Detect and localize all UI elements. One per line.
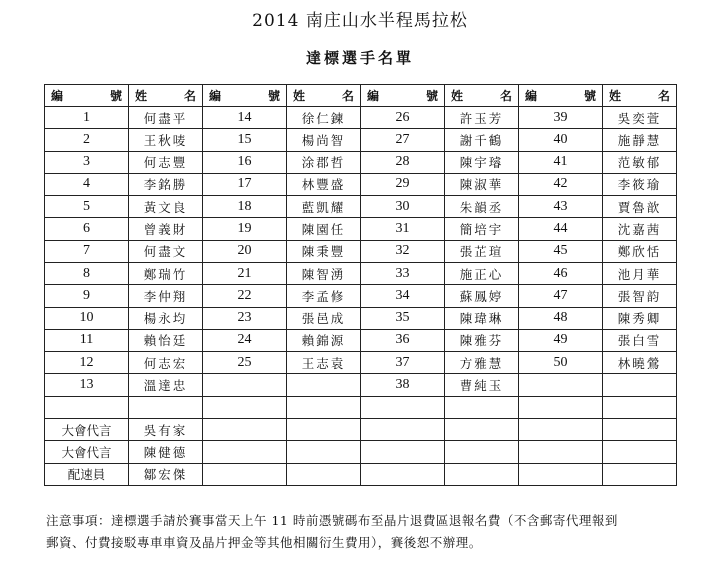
bib-number-cell: 大會代言 <box>45 441 129 463</box>
header-name-char-1: 姓 <box>451 89 464 103</box>
bib-number-cell: 21 <box>203 262 287 284</box>
bib-number-cell: 45 <box>519 240 603 262</box>
bib-number-cell: 48 <box>519 307 603 329</box>
bib-number-cell: 19 <box>203 218 287 240</box>
header-number-char-1: 編 <box>525 89 538 103</box>
runner-name-cell: 李仲翔 <box>129 285 203 307</box>
runner-name-cell: 何盡文 <box>129 240 203 262</box>
notice-text <box>46 510 680 554</box>
runner-name-cell: 王秋唛 <box>129 129 203 151</box>
table-row <box>45 218 677 240</box>
runner-name-cell: 張智韵 <box>603 285 677 307</box>
header-name-char-2: 名 <box>341 89 354 103</box>
qualified-runners-table <box>44 84 677 486</box>
bib-number-cell: 24 <box>203 329 287 351</box>
bib-number-cell <box>519 396 603 418</box>
table-row <box>45 396 677 418</box>
runner-name-cell: 陳智湧 <box>287 262 361 284</box>
runner-name-cell <box>287 418 361 440</box>
bib-number-cell: 10 <box>45 307 129 329</box>
table-row <box>45 151 677 173</box>
runner-name-cell: 陳瑋琳 <box>445 307 519 329</box>
runner-name-cell: 楊永均 <box>129 307 203 329</box>
table-header-row <box>45 85 677 107</box>
bib-number-cell <box>45 396 129 418</box>
table-row <box>45 240 677 262</box>
runner-name-cell: 沈嘉茜 <box>603 218 677 240</box>
runner-name-cell <box>129 396 203 418</box>
runner-name-cell: 陳秉豐 <box>287 240 361 262</box>
runner-name-cell: 何盡平 <box>129 107 203 129</box>
runner-name-cell <box>287 374 361 396</box>
header-number <box>45 85 129 107</box>
header-name <box>603 85 677 107</box>
header-name-char-1: 姓 <box>609 89 622 103</box>
bib-number-cell: 23 <box>203 307 287 329</box>
document-subtitle: 達標選手名單 <box>305 49 414 67</box>
bib-number-cell: 46 <box>519 262 603 284</box>
bib-number-cell: 49 <box>519 329 603 351</box>
bib-number-cell <box>361 441 445 463</box>
bib-number-cell: 36 <box>361 329 445 351</box>
bib-number-cell: 25 <box>203 352 287 374</box>
bib-number-cell <box>519 441 603 463</box>
bib-number-cell: 17 <box>203 173 287 195</box>
runner-name-cell: 陳宇璿 <box>445 151 519 173</box>
runner-name-cell: 涂郡哲 <box>287 151 361 173</box>
runner-name-cell <box>603 374 677 396</box>
runner-name-cell: 藍凱耀 <box>287 196 361 218</box>
bib-number-cell: 37 <box>361 352 445 374</box>
runner-name-cell: 朱韻丞 <box>445 196 519 218</box>
bib-number-cell <box>361 463 445 486</box>
header-number <box>203 85 287 107</box>
header-name-char-2: 名 <box>657 89 670 103</box>
table-row <box>45 262 677 284</box>
bib-number-cell <box>203 441 287 463</box>
runner-name-cell <box>287 396 361 418</box>
bib-number-cell: 41 <box>519 151 603 173</box>
runner-name-cell: 范敏郁 <box>603 151 677 173</box>
bib-number-cell: 9 <box>45 285 129 307</box>
runner-name-cell: 施靜慧 <box>603 129 677 151</box>
runner-name-cell: 陳雅芬 <box>445 329 519 351</box>
header-name-char-1: 姓 <box>293 89 306 103</box>
bib-number-cell: 32 <box>361 240 445 262</box>
bib-number-cell: 30 <box>361 196 445 218</box>
runner-name-cell: 施正心 <box>445 262 519 284</box>
bib-number-cell: 29 <box>361 173 445 195</box>
runner-name-cell: 楊尚智 <box>287 129 361 151</box>
bib-number-cell <box>203 396 287 418</box>
header-number-char-2: 號 <box>583 89 596 103</box>
runner-name-cell <box>603 396 677 418</box>
header-number-char-1: 編 <box>51 89 64 103</box>
header-name <box>287 85 361 107</box>
bib-number-cell <box>519 418 603 440</box>
bib-number-cell: 34 <box>361 285 445 307</box>
bib-number-cell: 16 <box>203 151 287 173</box>
bib-number-cell: 43 <box>519 196 603 218</box>
bib-number-cell: 12 <box>45 352 129 374</box>
bib-number-cell: 1 <box>45 107 129 129</box>
bib-number-cell: 26 <box>361 107 445 129</box>
bib-number-cell: 大會代言 <box>45 418 129 440</box>
header-number <box>361 85 445 107</box>
runner-name-cell <box>445 441 519 463</box>
header-number-char-2: 號 <box>425 89 438 103</box>
bib-number-cell: 39 <box>519 107 603 129</box>
runner-name-cell: 許玉芳 <box>445 107 519 129</box>
bib-number-cell: 33 <box>361 262 445 284</box>
runner-name-cell: 陳園任 <box>287 218 361 240</box>
runner-name-cell <box>603 418 677 440</box>
header-name-char-1: 姓 <box>135 89 148 103</box>
runner-name-cell: 黃文良 <box>129 196 203 218</box>
bib-number-cell <box>203 374 287 396</box>
bib-number-cell: 11 <box>45 329 129 351</box>
runner-name-cell: 王志袁 <box>287 352 361 374</box>
notice-line-1: 注意事項：達標選手請於賽事當天上午 11 時前憑號碼布至晶片退費區退報名費（不含郵寄代理報到 <box>46 513 618 528</box>
bib-number-cell: 3 <box>45 151 129 173</box>
header-number <box>519 85 603 107</box>
runner-name-cell: 蘇鳳婷 <box>445 285 519 307</box>
bib-number-cell <box>203 418 287 440</box>
bib-number-cell: 31 <box>361 218 445 240</box>
bib-number-cell: 27 <box>361 129 445 151</box>
bib-number-cell: 20 <box>203 240 287 262</box>
runner-name-cell: 鄭瑞竹 <box>129 262 203 284</box>
bib-number-cell: 18 <box>203 196 287 218</box>
runner-name-cell: 溫達忠 <box>129 374 203 396</box>
bib-number-cell: 4 <box>45 173 129 195</box>
runner-name-cell: 曹純玉 <box>445 374 519 396</box>
bib-number-cell: 14 <box>203 107 287 129</box>
runner-name-cell <box>287 441 361 463</box>
runner-name-cell <box>445 418 519 440</box>
bib-number-cell: 22 <box>203 285 287 307</box>
header-name <box>445 85 519 107</box>
bib-number-cell: 42 <box>519 173 603 195</box>
notice-line-2: 郵資、付費接駁專車車資及晶片押金等其他相關衍生費用），賽後恕不辦理。 <box>46 535 482 550</box>
header-name <box>129 85 203 107</box>
bib-number-cell: 44 <box>519 218 603 240</box>
runner-name-cell <box>603 441 677 463</box>
table-row <box>45 418 677 440</box>
header-number-char-2: 號 <box>109 89 122 103</box>
runner-name-cell: 賴錦源 <box>287 329 361 351</box>
bib-number-cell: 8 <box>45 262 129 284</box>
runner-name-cell: 簡培宇 <box>445 218 519 240</box>
runner-name-cell: 張邑成 <box>287 307 361 329</box>
runner-name-cell: 賴怡廷 <box>129 329 203 351</box>
runner-name-cell <box>445 463 519 486</box>
header-number-char-1: 編 <box>367 89 380 103</box>
bib-number-cell: 28 <box>361 151 445 173</box>
table-row <box>45 307 677 329</box>
bib-number-cell: 40 <box>519 129 603 151</box>
runner-name-cell: 陳健德 <box>129 441 203 463</box>
table-row <box>45 173 677 195</box>
runner-name-cell: 李孟修 <box>287 285 361 307</box>
runner-name-cell: 張芷瑄 <box>445 240 519 262</box>
runner-name-cell: 何志豐 <box>129 151 203 173</box>
bib-number-cell: 47 <box>519 285 603 307</box>
runner-name-cell: 吳奕萱 <box>603 107 677 129</box>
runner-name-cell: 李筱瑜 <box>603 173 677 195</box>
runner-name-cell: 鄭欣恬 <box>603 240 677 262</box>
table-row <box>45 129 677 151</box>
table-row <box>45 374 677 396</box>
table-row <box>45 329 677 351</box>
table-row <box>45 352 677 374</box>
runner-name-cell: 張白雪 <box>603 329 677 351</box>
bib-number-cell: 5 <box>45 196 129 218</box>
bib-number-cell <box>519 463 603 486</box>
runner-name-cell: 方雅慧 <box>445 352 519 374</box>
runner-name-cell: 鄒宏傑 <box>129 463 203 486</box>
runner-name-cell: 李銘勝 <box>129 173 203 195</box>
header-name-char-2: 名 <box>499 89 512 103</box>
table-row <box>45 107 677 129</box>
runner-name-cell: 陳秀卿 <box>603 307 677 329</box>
bib-number-cell <box>203 463 287 486</box>
table-body <box>45 107 677 486</box>
runner-name-cell: 林豐盛 <box>287 173 361 195</box>
runner-name-cell: 謝千鶴 <box>445 129 519 151</box>
runner-name-cell: 吳有家 <box>129 418 203 440</box>
document-title: 2014 南庄山水半程馬拉松 <box>252 11 468 31</box>
runner-name-cell: 曾義財 <box>129 218 203 240</box>
runner-name-cell: 池月華 <box>603 262 677 284</box>
bib-number-cell: 15 <box>203 129 287 151</box>
bib-number-cell: 2 <box>45 129 129 151</box>
table-row <box>45 441 677 463</box>
bib-number-cell: 50 <box>519 352 603 374</box>
table-row <box>45 196 677 218</box>
runner-name-cell: 陳淑華 <box>445 173 519 195</box>
runner-name-cell: 林曉鶯 <box>603 352 677 374</box>
runner-name-cell <box>445 396 519 418</box>
runner-name-cell <box>287 463 361 486</box>
bib-number-cell: 38 <box>361 374 445 396</box>
runner-name-cell: 徐仁鍊 <box>287 107 361 129</box>
bib-number-cell: 配速員 <box>45 463 129 486</box>
header-number-char-2: 號 <box>267 89 280 103</box>
header-number-char-1: 編 <box>209 89 222 103</box>
runner-name-cell: 何志宏 <box>129 352 203 374</box>
runner-name-cell: 賈魯歆 <box>603 196 677 218</box>
bib-number-cell: 7 <box>45 240 129 262</box>
table-row <box>45 285 677 307</box>
bib-number-cell: 35 <box>361 307 445 329</box>
table-row <box>45 463 677 486</box>
bib-number-cell <box>519 374 603 396</box>
bib-number-cell: 6 <box>45 218 129 240</box>
bib-number-cell: 13 <box>45 374 129 396</box>
bib-number-cell <box>361 396 445 418</box>
bib-number-cell <box>361 418 445 440</box>
header-name-char-2: 名 <box>183 89 196 103</box>
runner-name-cell <box>603 463 677 486</box>
